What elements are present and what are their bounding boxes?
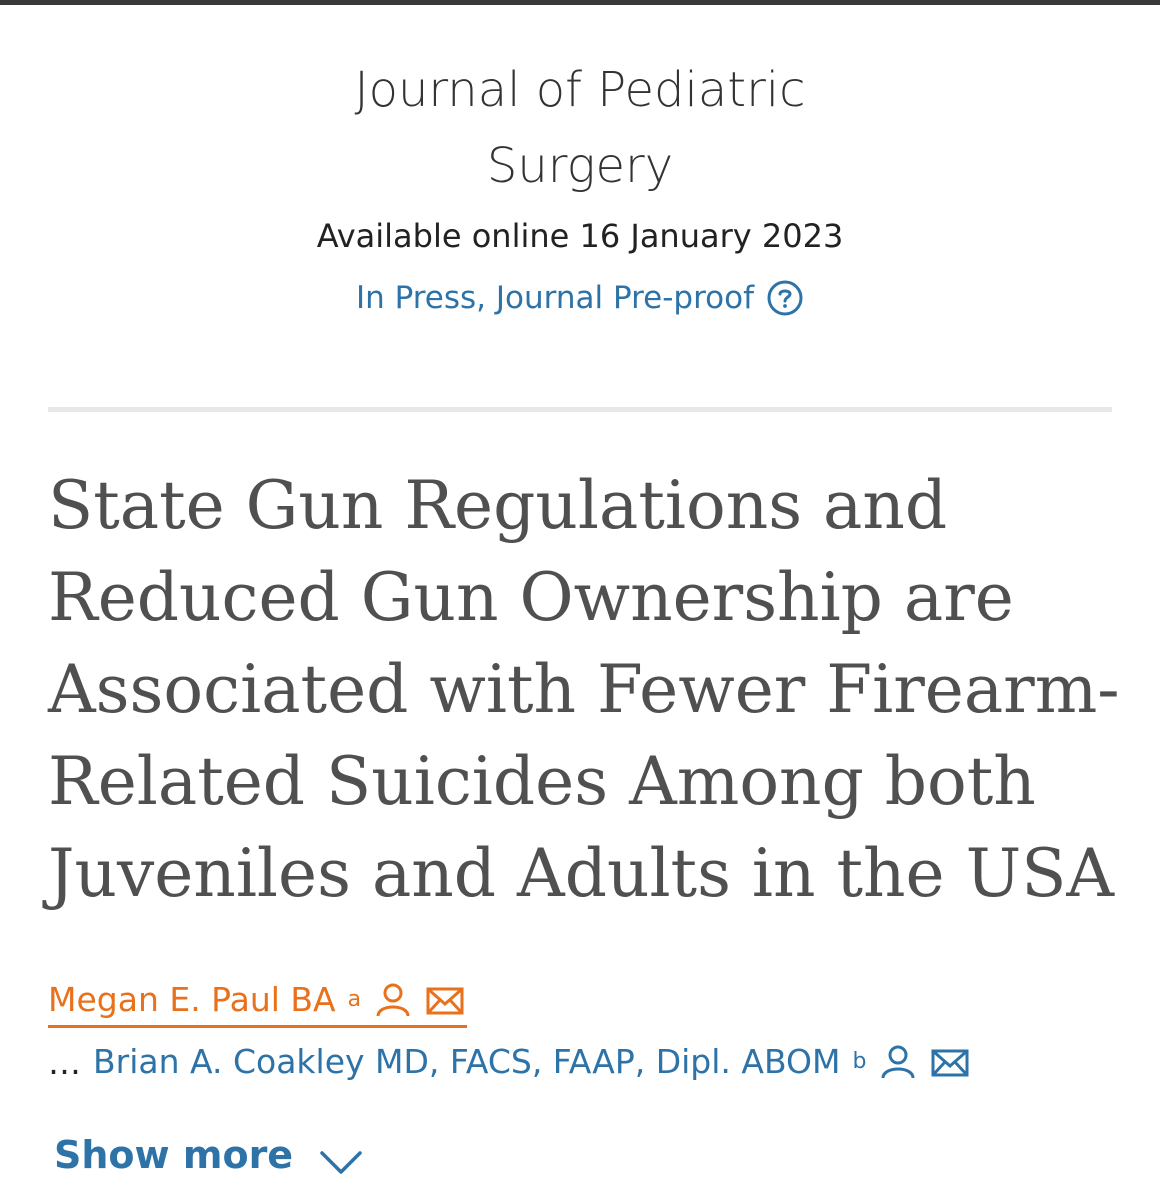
header-divider [48,407,1112,412]
pre-proof-status-label: In Press, Journal Pre-proof [355,280,755,316]
show-more-label: Show more [54,1133,294,1177]
author-megan-paul[interactable]: Megan E. Paul BA a [48,975,467,1028]
journal-title[interactable]: Journal of Pediatric Surgery [354,62,806,194]
authors-ellipsis: … [48,1042,81,1082]
top-border [0,0,1160,5]
article-title: State Gun Regulations and Reduced Gun Ownership are Associated with Fewer Firearm-Related Suicides Among both Juveniles and Adults in the USA [48,467,1120,912]
chevron-down-icon [319,1147,363,1177]
mail-icon[interactable] [930,1042,970,1082]
person-icon[interactable] [878,1042,918,1082]
author-name[interactable]: Megan E. Paul BA [48,980,336,1019]
help-circle-icon[interactable] [766,279,804,317]
pre-proof-status-link[interactable] [356,278,804,318]
show-more-button[interactable] [54,1130,363,1180]
mail-icon[interactable] [425,980,465,1020]
journal-header [0,52,1160,318]
author-name[interactable]: Brian A. Coakley MD, FACS, FAAP, Dipl. ABOM [93,1042,841,1081]
person-icon[interactable] [373,980,413,1020]
author-brian-coakley[interactable]: … Brian A. Coakley MD, FACS, FAAP, Dipl. ABOM b [48,1037,970,1087]
publication-date: Available online 16 January 2023 [316,217,844,255]
